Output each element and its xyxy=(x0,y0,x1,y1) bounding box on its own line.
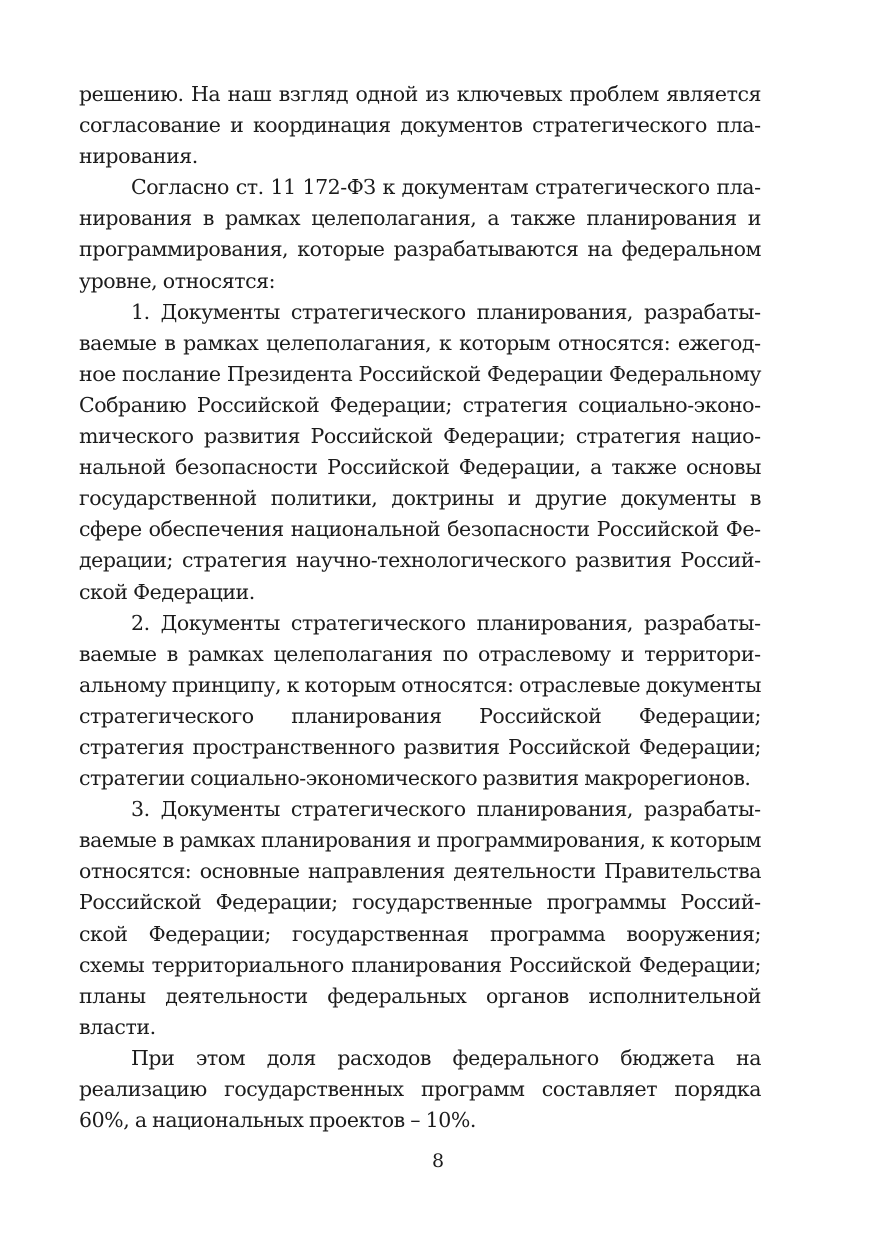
paragraph-article-11: Согласно ст. 11 172-ФЗ к документам стратегического планирования в рамках целеполагания, а также планирования и программирования, которые разрабатываются на федеральном уровне, относятся: xyxy=(79,175,761,293)
paragraph-list-item-2: 2. Документы стратегического планирования, разрабатываемые в рамках целеполагания по отраслевому и территориальному принципу, к которым относятся: отраслевые документы стратегического планирования Российской Федерации; стратегия пространственного развития Российской Федерации; стратегии социально-экономического развития макрорегионов. xyxy=(79,610,761,791)
paragraph-list-item-3: 3. Документы стратегического планирования, разрабатываемые в рамках планирования и программирования, к которым относятся: основные направления деятельности Правительства Российской Федерации; государственные программы Российской Федерации; государственная программа вооружения; схемы территориального планирования Российской Федерации; планы деятельности федеральных органов исполнительной власти. xyxy=(79,797,761,1039)
page-number: 8 xyxy=(431,1150,445,1172)
paragraph-budget-share: При этом доля расходов федерального бюджета на реализацию государственных программ составляет порядка 60%, а национальных проектов – 10%. xyxy=(79,1045,761,1133)
document-body xyxy=(79,79,761,1136)
paragraph-continuation: решению. На наш взгляд одной из ключевых проблем является согласование и координация документов стратегического планирования. xyxy=(79,82,761,169)
paragraph-list-item-1: 1. Документы стратегического планирования, разрабатываемые в рамках целеполагания, к которым относятся: ежегодное послание Президента Российской Федерации Федеральному Собранию Российской Федерации; стратегия социально-эконоmического развития Российской Федерации; стратегия национальной безопасности Российской Федерации, а также основы государственной политики, доктрины и другие документы в сфере обеспечения национальной безопасности Российской Федерации; стратегия научно-технологического развития Российской Федерации. xyxy=(79,299,761,604)
